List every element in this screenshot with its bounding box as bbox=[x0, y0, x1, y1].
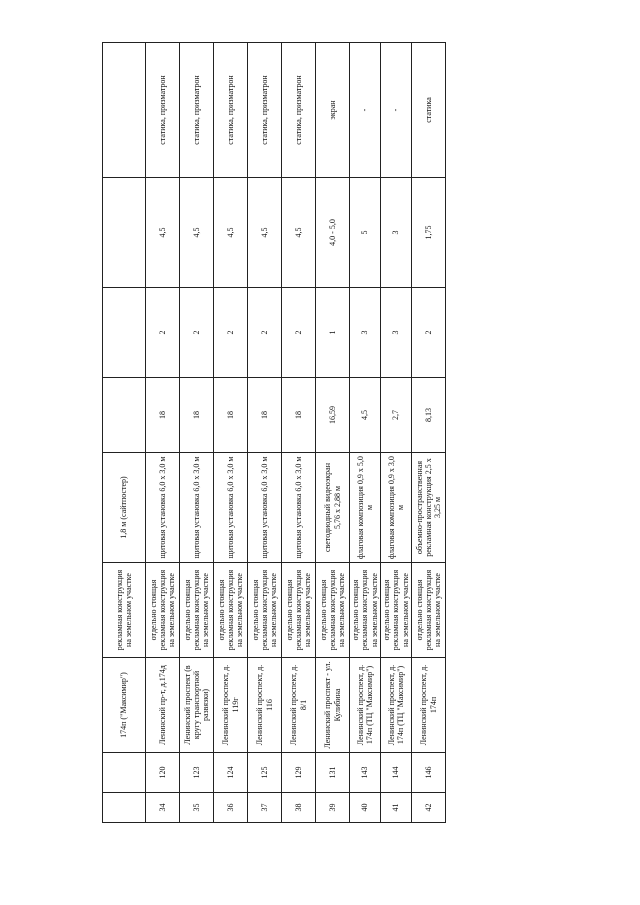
table-cell: рекламная конструкция на земельном участке bbox=[103, 563, 146, 658]
structure-kind: флаговая композиция 0,9 х 5,0 м bbox=[350, 453, 381, 563]
area: 18 bbox=[214, 378, 248, 453]
sides-count: 3 bbox=[381, 288, 412, 378]
table-row bbox=[146, 43, 180, 823]
address: Ленинский проспект, д. 116 bbox=[248, 658, 282, 753]
area: 18 bbox=[180, 378, 214, 453]
address: Ленинский проспект, д. 119г bbox=[214, 658, 248, 753]
structure-kind: щитовая установка 6,0 х 3,0 м bbox=[282, 453, 316, 563]
image-change-method: статика, призматрон bbox=[180, 43, 214, 178]
structure-type: отдельно стоящая рекламная конструкция на земельном участке bbox=[316, 563, 350, 658]
height: 1,75 bbox=[412, 178, 446, 288]
area: 8,13 bbox=[412, 378, 446, 453]
height: 5 bbox=[350, 178, 381, 288]
rotated-document bbox=[102, 43, 443, 823]
structure-type: отдельно стоящая рекламная конструкция на земельном участке bbox=[282, 563, 316, 658]
area: 4,5 bbox=[350, 378, 381, 453]
table-row bbox=[248, 43, 282, 823]
address: Ленинский пр-т, д.174д bbox=[146, 658, 180, 753]
sides-count: 2 bbox=[412, 288, 446, 378]
address: Ленинский проспект, д. 8/1 bbox=[282, 658, 316, 753]
table-cell bbox=[103, 178, 146, 288]
table-cell bbox=[103, 753, 146, 793]
row-number: 36 bbox=[214, 793, 248, 823]
table-row bbox=[103, 43, 146, 823]
row-number: 40 bbox=[350, 793, 381, 823]
address: Ленинский проспект, д. 174п (ТЦ "Максимир") bbox=[350, 658, 381, 753]
structure-id: 144 bbox=[381, 753, 412, 793]
table-row bbox=[180, 43, 214, 823]
height: 4,5 bbox=[214, 178, 248, 288]
structure-kind: объемно-пространственная рекламная конструкция 2,5 х 3,25 м bbox=[412, 453, 446, 563]
structure-id: 124 bbox=[214, 753, 248, 793]
structure-kind: флаговая композиция 0,9 х 3,0 м bbox=[381, 453, 412, 563]
structure-kind: щитовая установка 6,0 х 3,0 м bbox=[248, 453, 282, 563]
table-cell bbox=[103, 793, 146, 823]
area: 18 bbox=[146, 378, 180, 453]
row-number: 34 bbox=[146, 793, 180, 823]
table-cell: 1,8 м (сайтпостер) bbox=[103, 453, 146, 563]
row-number: 41 bbox=[381, 793, 412, 823]
structure-type: отдельно стоящая рекламная конструкция на земельном участке bbox=[214, 563, 248, 658]
height: 4,5 bbox=[248, 178, 282, 288]
structure-type: отдельно стоящая рекламная конструкция на земельном участке bbox=[248, 563, 282, 658]
table-row bbox=[214, 43, 248, 823]
structure-type: отдельно стоящая рекламная конструкция на земельном участке bbox=[146, 563, 180, 658]
sides-count: 2 bbox=[248, 288, 282, 378]
area: 18 bbox=[282, 378, 316, 453]
table-cell bbox=[103, 43, 146, 178]
structure-kind: щитовая установка 6,0 х 3,0 м bbox=[180, 453, 214, 563]
structure-id: 143 bbox=[350, 753, 381, 793]
structure-id: 123 bbox=[180, 753, 214, 793]
structure-kind: щитовая установка 6,0 х 3,0 м bbox=[146, 453, 180, 563]
sides-count: 3 bbox=[350, 288, 381, 378]
structure-kind: светодиодный видеоэкран 5,76 х 2,88 м bbox=[316, 453, 350, 563]
structure-id: 131 bbox=[316, 753, 350, 793]
image-change-method: статика, призматрон bbox=[146, 43, 180, 178]
row-number: 38 bbox=[282, 793, 316, 823]
structure-type: отдельно стоящая рекламная конструкция на земельном участке bbox=[381, 563, 412, 658]
image-change-method: статика, призматрон bbox=[214, 43, 248, 178]
image-change-method: - bbox=[381, 43, 412, 178]
image-change-method: статика, призматрон bbox=[282, 43, 316, 178]
table-row bbox=[381, 43, 412, 823]
sides-count: 2 bbox=[146, 288, 180, 378]
area: 18 bbox=[248, 378, 282, 453]
sides-count: 2 bbox=[214, 288, 248, 378]
row-number: 39 bbox=[316, 793, 350, 823]
row-number: 35 bbox=[180, 793, 214, 823]
sides-count: 2 bbox=[282, 288, 316, 378]
row-number: 42 bbox=[412, 793, 446, 823]
sides-count: 2 bbox=[180, 288, 214, 378]
sides-count: 1 bbox=[316, 288, 350, 378]
table-row bbox=[350, 43, 381, 823]
image-change-method: статика bbox=[412, 43, 446, 178]
image-change-method: экран bbox=[316, 43, 350, 178]
structure-kind: щитовая установка 6,0 х 3,0 м bbox=[214, 453, 248, 563]
height: 4,5 bbox=[146, 178, 180, 288]
area: 2,7 bbox=[381, 378, 412, 453]
address: Ленинский проспект (в кругу транспортной развязки) bbox=[180, 658, 214, 753]
structure-id: 129 bbox=[282, 753, 316, 793]
table-row bbox=[282, 43, 316, 823]
table-row bbox=[316, 43, 350, 823]
height: 4,0 - 5,0 bbox=[316, 178, 350, 288]
height: 3 bbox=[381, 178, 412, 288]
structure-type: отдельно стоящая рекламная конструкция на земельном участке bbox=[412, 563, 446, 658]
address: Ленинский проспект, д. 174п (ТЦ "Максимир") bbox=[381, 658, 412, 753]
structure-type: отдельно стоящая рекламная конструкция на земельном участке bbox=[180, 563, 214, 658]
advertising-structures-table bbox=[102, 42, 446, 823]
image-change-method: статика, призматрон bbox=[248, 43, 282, 178]
address: Ленинский проспект - ул. Кулибина bbox=[316, 658, 350, 753]
address: Ленинский проспект, д. 174п bbox=[412, 658, 446, 753]
structure-id: 146 bbox=[412, 753, 446, 793]
height: 4,5 bbox=[282, 178, 316, 288]
row-number: 37 bbox=[248, 793, 282, 823]
image-change-method: - bbox=[350, 43, 381, 178]
table-cell bbox=[103, 288, 146, 378]
table-cell: 174п ("Максимир") bbox=[103, 658, 146, 753]
area: 16,59 bbox=[316, 378, 350, 453]
table-cell bbox=[103, 378, 146, 453]
structure-id: 125 bbox=[248, 753, 282, 793]
table-row bbox=[412, 43, 446, 823]
structure-type: отдельно стоящая рекламная конструкция на земельном участке bbox=[350, 563, 381, 658]
structure-id: 120 bbox=[146, 753, 180, 793]
height: 4,5 bbox=[180, 178, 214, 288]
